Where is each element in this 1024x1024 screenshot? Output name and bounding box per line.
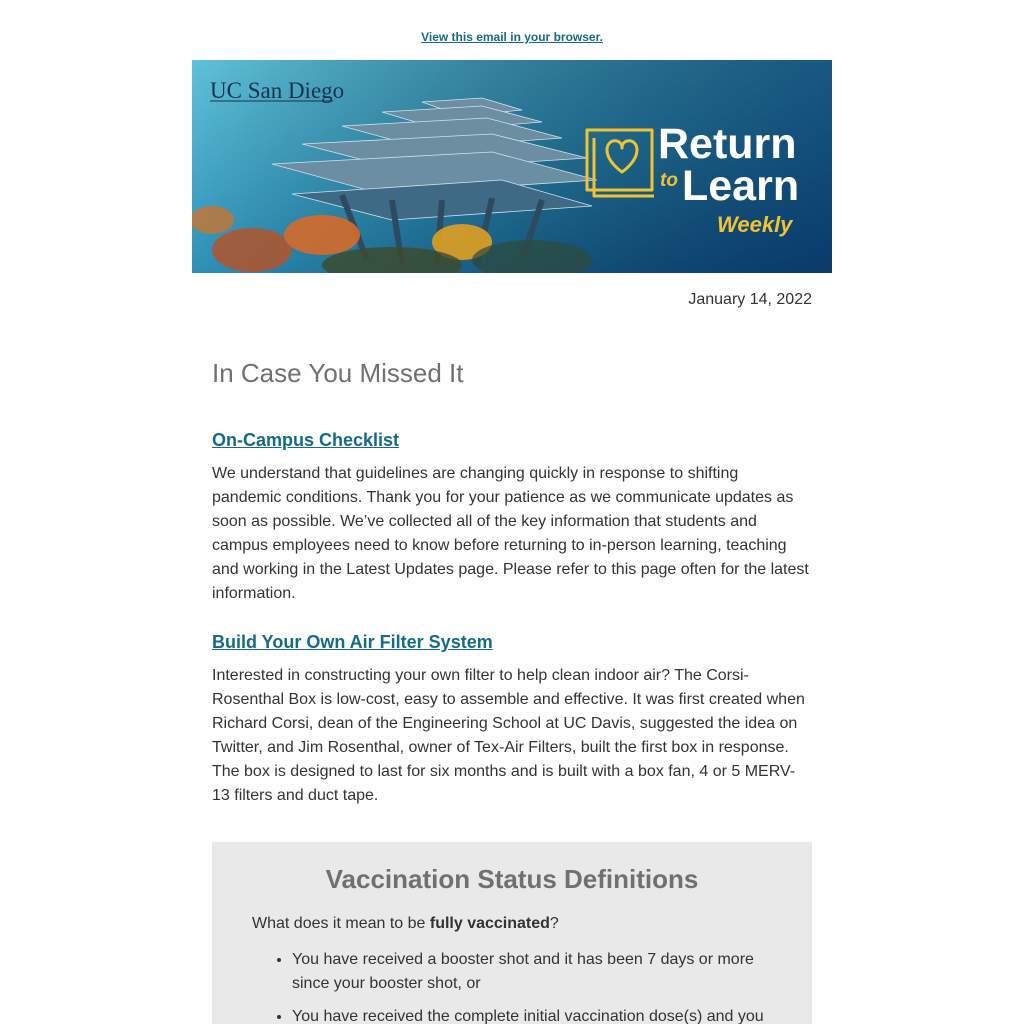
uc-san-diego-logo: UC San Diego xyxy=(210,78,345,103)
question-suffix: ? xyxy=(549,915,559,932)
main-content xyxy=(212,356,812,832)
section-title: In Case You Missed It xyxy=(212,358,464,388)
list-item: • You have received a booster shot and it has been 7 days or more since your booster shot, or xyxy=(292,948,792,996)
vaccination-criteria-list xyxy=(252,948,792,1024)
vaccination-question xyxy=(252,912,559,936)
learn-title: Learn xyxy=(682,162,800,210)
weekly-title: Weekly xyxy=(717,212,793,237)
header-banner xyxy=(192,60,832,273)
email-date: January 14, 2022 xyxy=(688,291,812,308)
list-item: • You have received the complete initial vaccination dose(s) and you xyxy=(292,1005,792,1024)
article-title-air-filter[interactable]: Build Your Own Air Filter System xyxy=(212,632,493,652)
article-body: We understand that guidelines are changing quickly in response to shifting pandemic conditions. Thank you for your patience as we communicate updates as soon as possible. We’ve collected all of the key information that students and campus employees need to know before returning to in-person learning, teaching and working in the Latest Updates page. Please refer to this page often for the latest information. xyxy=(212,465,809,602)
return-title: Return xyxy=(658,120,797,168)
article-body: Interested in constructing your own filter to help clean indoor air? The Corsi-Rosenthal Box is low-cost, easy to assemble and effective. It was first created when Richard Corsi, dean of the Engineering School at UC Davis, suggested the idea on Twitter, and Jim Rosenthal, owner of Tex-Air Filters, built the first box in response. The box is designed to last for six months and is built with a box fan, 4 or 5 MERV-13 filters and duct tape. xyxy=(212,667,805,804)
question-prefix: What does it mean to be xyxy=(252,915,430,932)
article-title-on-campus-checklist[interactable]: On-Campus Checklist xyxy=(212,430,400,450)
to-title: to xyxy=(660,170,678,191)
view-in-browser-link[interactable]: View this email in your browser. xyxy=(421,30,603,44)
question-bold: fully vaccinated xyxy=(429,915,550,932)
vaccination-definitions-box xyxy=(212,842,812,1024)
vaccination-title: Vaccination Status Definitions xyxy=(325,864,699,894)
